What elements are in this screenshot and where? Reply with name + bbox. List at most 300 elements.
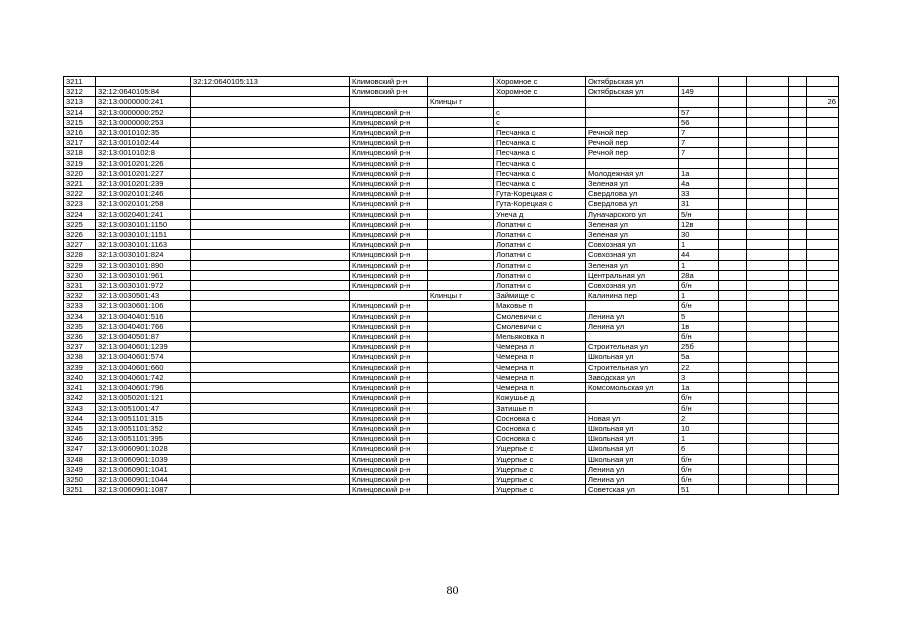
table-cell [719, 352, 747, 362]
table-cell [747, 77, 789, 87]
table-cell [719, 230, 747, 240]
table-cell [191, 413, 350, 423]
table-row [64, 117, 839, 127]
table-cell [807, 117, 839, 127]
table-cell [789, 444, 807, 454]
table-cell [747, 199, 789, 209]
table-cell [747, 311, 789, 321]
table-cell: Клинцовский р-н [350, 179, 428, 189]
page-number: 80 [446, 583, 459, 597]
table-cell [191, 454, 350, 464]
table-cell: Мельяковка п [494, 332, 586, 342]
table-cell [747, 219, 789, 229]
table-cell [586, 97, 679, 107]
table-cell: Зеленая ул [586, 219, 679, 229]
table-cell: 32:13:0040601:1239 [96, 342, 191, 352]
table-cell: 3236 [64, 332, 96, 342]
table-cell [789, 250, 807, 260]
table-cell [428, 413, 494, 423]
table-row [64, 332, 839, 342]
table-cell: Ущерпье с [494, 474, 586, 484]
table-row [64, 423, 839, 433]
table-cell [350, 97, 428, 107]
table-cell: 32:13:0030501:43 [96, 291, 191, 301]
table-row [64, 444, 839, 454]
table-cell [191, 87, 350, 97]
table-cell [428, 117, 494, 127]
table-row [64, 342, 839, 352]
table-cell: 32:13:0020101:258 [96, 199, 191, 209]
table-cell [191, 281, 350, 291]
table-cell [586, 107, 679, 117]
table-cell: Строительная ул [586, 342, 679, 352]
table-cell [719, 270, 747, 280]
table-cell: 32:13:0010201:239 [96, 179, 191, 189]
table-cell: Клинцовский р-н [350, 158, 428, 168]
table-cell [789, 362, 807, 372]
table-cell [719, 87, 747, 97]
table-cell [719, 403, 747, 413]
table-cell [191, 240, 350, 250]
table-cell [191, 230, 350, 240]
table-row [64, 270, 839, 280]
table-cell: 33 [679, 189, 719, 199]
table-cell: 32:13:0051101:315 [96, 413, 191, 423]
table-row [64, 209, 839, 219]
table-row [64, 230, 839, 240]
table-cell [807, 230, 839, 240]
table-cell: Школьная ул [586, 423, 679, 433]
table-cell [747, 485, 789, 495]
table-cell: б/н [679, 393, 719, 403]
table-cell [747, 291, 789, 301]
table-cell [428, 87, 494, 97]
table-row [64, 352, 839, 362]
table-cell [719, 332, 747, 342]
table-row [64, 240, 839, 250]
table-cell [747, 352, 789, 362]
table-cell [807, 485, 839, 495]
table-cell: б/н [679, 454, 719, 464]
table-cell [747, 230, 789, 240]
table-cell [789, 270, 807, 280]
table-cell: Ленина ул [586, 464, 679, 474]
table-cell [789, 209, 807, 219]
table-cell [428, 352, 494, 362]
table-cell [191, 485, 350, 495]
table-cell: 26 [807, 97, 839, 107]
table-cell [807, 342, 839, 352]
table-cell [679, 158, 719, 168]
table-cell [191, 474, 350, 484]
table-cell: Совхозная ул [586, 240, 679, 250]
table-cell: Чемерна п [494, 372, 586, 382]
table-cell [807, 393, 839, 403]
table-cell: Клинцовский р-н [350, 117, 428, 127]
table-row [64, 301, 839, 311]
table-cell [747, 107, 789, 117]
table-cell: 3245 [64, 423, 96, 433]
table-cell [789, 260, 807, 270]
table-cell: Гута-Корецкая с [494, 189, 586, 199]
table-cell [789, 138, 807, 148]
table-cell [428, 464, 494, 474]
table-cell: Клинцовский р-н [350, 107, 428, 117]
table-cell [191, 301, 350, 311]
table-cell: Гута-Корецкая с [494, 199, 586, 209]
table-cell: 32:13:0010102:35 [96, 128, 191, 138]
table-cell [747, 474, 789, 484]
table-cell [191, 423, 350, 433]
table-cell [428, 444, 494, 454]
table-cell: Клинцовский р-н [350, 138, 428, 148]
table-cell [719, 454, 747, 464]
table-cell [191, 97, 350, 107]
table-cell: Маковье п [494, 301, 586, 311]
table-cell: 2 [679, 413, 719, 423]
table-cell [747, 464, 789, 474]
table-row [64, 158, 839, 168]
table-cell [428, 332, 494, 342]
table-cell: Ущерпье с [494, 485, 586, 495]
table-cell [428, 199, 494, 209]
table-cell [807, 77, 839, 87]
table-cell: 3231 [64, 281, 96, 291]
table-cell [807, 352, 839, 362]
table-cell [719, 189, 747, 199]
table-cell: Клинцовский р-н [350, 413, 428, 423]
table-cell [191, 403, 350, 413]
table-cell: 3241 [64, 383, 96, 393]
table-cell [719, 464, 747, 474]
table-cell: 32:13:0010201:227 [96, 168, 191, 178]
table-cell: Ленина ул [586, 311, 679, 321]
table-cell: Лопатни с [494, 281, 586, 291]
table-cell: 3237 [64, 342, 96, 352]
table-cell: Клинцовский р-н [350, 189, 428, 199]
table-cell: 5а [679, 352, 719, 362]
table-cell: 1а [679, 168, 719, 178]
table-cell [747, 209, 789, 219]
table-cell [191, 383, 350, 393]
table-cell: б/н [679, 464, 719, 474]
table-cell [719, 281, 747, 291]
table-cell [807, 87, 839, 97]
table-cell [789, 352, 807, 362]
table-cell [191, 372, 350, 382]
table-cell [807, 148, 839, 158]
table-cell: Клинцовский р-н [350, 342, 428, 352]
table-cell: 32:13:0060901:1044 [96, 474, 191, 484]
table-cell: 31 [679, 199, 719, 209]
table-cell [191, 209, 350, 219]
table-cell: 32:13:0000000:252 [96, 107, 191, 117]
table-cell [428, 383, 494, 393]
table-cell [719, 219, 747, 229]
table-cell [789, 87, 807, 97]
table-cell: 32:13:0060901:1039 [96, 454, 191, 464]
table-cell [428, 372, 494, 382]
table-cell [719, 77, 747, 87]
table-cell: Клинцовский р-н [350, 403, 428, 413]
table-cell [789, 474, 807, 484]
table-cell [494, 97, 586, 107]
table-row [64, 464, 839, 474]
table-cell: 32:13:0030601:106 [96, 301, 191, 311]
table-row [64, 128, 839, 138]
table-row [64, 362, 839, 372]
table-row [64, 250, 839, 260]
table-cell: 3218 [64, 148, 96, 158]
table-cell [789, 219, 807, 229]
table-cell: Чемерна п [494, 383, 586, 393]
table-cell: Школьная ул [586, 352, 679, 362]
table-cell: б/н [679, 332, 719, 342]
table-cell [679, 97, 719, 107]
table-cell [719, 434, 747, 444]
table-cell: 4а [679, 179, 719, 189]
table-cell: б/н [679, 301, 719, 311]
table-cell [719, 148, 747, 158]
table-cell [719, 362, 747, 372]
table-cell [719, 199, 747, 209]
table-cell: Заводская ул [586, 372, 679, 382]
table-cell [586, 332, 679, 342]
table-cell [789, 240, 807, 250]
table-cell [191, 250, 350, 260]
table-cell [428, 230, 494, 240]
table-cell [789, 97, 807, 107]
table-cell: Школьная ул [586, 434, 679, 444]
table-cell [428, 362, 494, 372]
table-cell: с [494, 107, 586, 117]
table-cell [679, 77, 719, 87]
table-cell [191, 189, 350, 199]
table-cell [789, 311, 807, 321]
table-row [64, 393, 839, 403]
table-row [64, 219, 839, 229]
table-cell: Ленина ул [586, 474, 679, 484]
table-cell: 3213 [64, 97, 96, 107]
table-cell: Клинцовский р-н [350, 260, 428, 270]
table-cell: Клинцовский р-н [350, 199, 428, 209]
table-cell [428, 107, 494, 117]
table-cell [789, 291, 807, 301]
table-cell: 32:13:0020401:241 [96, 209, 191, 219]
table-cell [807, 270, 839, 280]
table-cell [807, 189, 839, 199]
table-cell: 32:13:0060901:1028 [96, 444, 191, 454]
table-cell [191, 291, 350, 301]
table-cell: Чемерна п [494, 362, 586, 372]
table-cell: Клинцовский р-н [350, 383, 428, 393]
table-cell: Ущерпье с [494, 464, 586, 474]
table-cell: Клинцовский р-н [350, 464, 428, 474]
table-cell [747, 97, 789, 107]
table-cell: 149 [679, 87, 719, 97]
table-cell [191, 117, 350, 127]
table-cell [789, 189, 807, 199]
table-cell: 32:12:0640105:113 [191, 77, 350, 87]
table-cell: б/н [679, 281, 719, 291]
table-cell [191, 168, 350, 178]
table-cell: Клинцовский р-н [350, 148, 428, 158]
table-cell: 1 [679, 240, 719, 250]
table-cell: 32:13:0040401:766 [96, 321, 191, 331]
table-cell [747, 454, 789, 464]
table-cell: 1а [679, 383, 719, 393]
table-cell: 3246 [64, 434, 96, 444]
table-cell: Затишье п [494, 403, 586, 413]
table-cell: Зеленая ул [586, 260, 679, 270]
table-cell [191, 128, 350, 138]
table-cell [428, 158, 494, 168]
table-cell [789, 230, 807, 240]
table-cell [428, 301, 494, 311]
table-cell [789, 148, 807, 158]
table-cell [789, 107, 807, 117]
table-cell [789, 413, 807, 423]
table-cell: Октябрьская ул [586, 87, 679, 97]
table-cell: Клинцовский р-н [350, 485, 428, 495]
table-cell: Клинцовский р-н [350, 332, 428, 342]
table-row [64, 434, 839, 444]
table-cell: Ущерпье с [494, 444, 586, 454]
table-cell: 32:13:0051001:47 [96, 403, 191, 413]
table-cell [191, 148, 350, 158]
table-cell: Советская ул [586, 485, 679, 495]
table-cell: 32:13:0040601:796 [96, 383, 191, 393]
table-cell [807, 209, 839, 219]
table-cell [807, 434, 839, 444]
table-cell: б/н [679, 403, 719, 413]
table-row [64, 474, 839, 484]
table-cell [789, 423, 807, 433]
table-cell [789, 117, 807, 127]
table-cell: Чемерна п [494, 352, 586, 362]
table-cell: Песчанка с [494, 158, 586, 168]
table-cell [719, 311, 747, 321]
table-cell [747, 250, 789, 260]
table-cell: Климовский р-н [350, 77, 428, 87]
table-cell [807, 444, 839, 454]
table-row [64, 383, 839, 393]
table-cell [789, 332, 807, 342]
table-row [64, 321, 839, 331]
table-cell [789, 77, 807, 87]
table-cell: Клинцовский р-н [350, 301, 428, 311]
table-cell [789, 342, 807, 352]
table-cell [789, 372, 807, 382]
table-cell [747, 383, 789, 393]
table-cell: Клинцовский р-н [350, 444, 428, 454]
table-cell: 3251 [64, 485, 96, 495]
table-cell: с [494, 117, 586, 127]
table-cell [789, 383, 807, 393]
table-cell [719, 209, 747, 219]
table-cell: 32:13:0050201:121 [96, 393, 191, 403]
table-cell: Клинцовский р-н [350, 219, 428, 229]
table-cell: 3225 [64, 219, 96, 229]
table-cell: 3226 [64, 230, 96, 240]
table-cell [719, 158, 747, 168]
table-cell: 25б [679, 342, 719, 352]
table-cell: Сосновка с [494, 434, 586, 444]
table-cell [191, 393, 350, 403]
table-cell: 3221 [64, 179, 96, 189]
table-cell: Речной пер [586, 138, 679, 148]
table-cell: Смолевичи с [494, 311, 586, 321]
table-cell: Строительная ул [586, 362, 679, 372]
table-cell [428, 138, 494, 148]
table-cell [719, 474, 747, 484]
table-cell [747, 372, 789, 382]
table-cell [789, 403, 807, 413]
table-cell [747, 413, 789, 423]
table-cell [747, 179, 789, 189]
table-cell [747, 148, 789, 158]
table-row [64, 485, 839, 495]
table-cell [428, 189, 494, 199]
table-cell: Песчанка с [494, 128, 586, 138]
table-cell [807, 403, 839, 413]
table-cell: 3228 [64, 250, 96, 260]
table-cell: 32:12:0640105:84 [96, 87, 191, 97]
table-cell: 3211 [64, 77, 96, 87]
table-cell: 3250 [64, 474, 96, 484]
table-cell: Клинцовский р-н [350, 372, 428, 382]
table-cell: 32:13:0030101:1151 [96, 230, 191, 240]
table-cell [191, 332, 350, 342]
table-cell: 57 [679, 107, 719, 117]
table-cell: Сосновка с [494, 413, 586, 423]
table-cell [719, 138, 747, 148]
table-cell [428, 474, 494, 484]
table-cell: 3222 [64, 189, 96, 199]
table-cell: 3233 [64, 301, 96, 311]
table-cell: 3238 [64, 352, 96, 362]
table-cell: 32:13:0040501:87 [96, 332, 191, 342]
table-cell [807, 281, 839, 291]
table-row [64, 403, 839, 413]
table-cell [428, 311, 494, 321]
table-cell: 32:13:0000000:253 [96, 117, 191, 127]
table-cell: Зеленая ул [586, 230, 679, 240]
table-cell [719, 240, 747, 250]
table-cell [191, 362, 350, 372]
table-cell [789, 434, 807, 444]
table-cell: Совхозная ул [586, 281, 679, 291]
table-cell [807, 423, 839, 433]
table-cell [807, 219, 839, 229]
table-cell: 1 [679, 434, 719, 444]
table-cell: Займище с [494, 291, 586, 301]
table-cell [747, 168, 789, 178]
table-cell [96, 77, 191, 87]
table-cell [191, 138, 350, 148]
table-row [64, 291, 839, 301]
table-cell: 32:13:0051101:352 [96, 423, 191, 433]
table-cell [789, 393, 807, 403]
table-cell [789, 158, 807, 168]
table-cell: Клинцовский р-н [350, 393, 428, 403]
table-cell: Речной пер [586, 148, 679, 158]
table-cell: 3234 [64, 311, 96, 321]
table-cell: Новая ул [586, 413, 679, 423]
table-cell [191, 179, 350, 189]
table-cell [807, 413, 839, 423]
table-cell: 5 [679, 311, 719, 321]
